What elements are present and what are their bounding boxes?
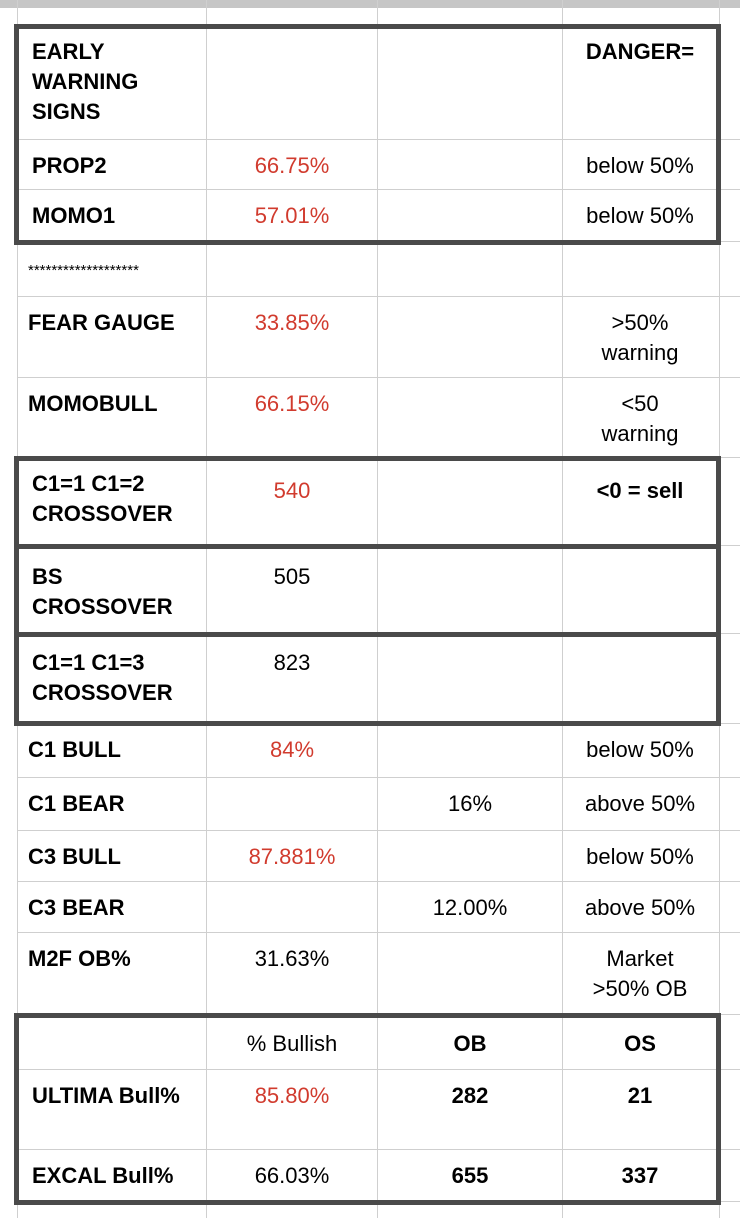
table-row <box>0 297 740 378</box>
value-cell: 282 <box>451 1083 489 1108</box>
threshold-cell: below 50% <box>586 844 694 869</box>
threshold-cell: above 50% <box>584 895 696 920</box>
bs-crossover-box <box>14 544 721 637</box>
row-label: EXCAL Bull% <box>32 1163 174 1188</box>
row-label: C3 BULL <box>28 844 121 869</box>
value-cell: 66.15% <box>254 391 330 416</box>
row-label: C3 BEAR <box>28 895 125 920</box>
bull-summary-box <box>14 1013 721 1205</box>
separator-stars: ******************* <box>28 262 139 279</box>
row-label: BS CROSSOVER <box>32 564 173 619</box>
column-header: OB <box>453 1031 487 1056</box>
threshold-cell: Market >50% OB <box>592 946 688 1001</box>
table-row <box>0 933 740 1015</box>
c3-crossover-box <box>14 632 721 726</box>
row-label: C1=1 C1=3 CROSSOVER <box>32 650 173 705</box>
crossover-box <box>14 456 721 549</box>
value-cell: 85.80% <box>254 1083 330 1108</box>
value-cell: 655 <box>451 1163 489 1188</box>
row-label: C1 BEAR <box>28 791 125 816</box>
value-cell: 66.75% <box>254 153 330 178</box>
threshold-cell: below 50% <box>586 737 694 762</box>
value-cell: 21 <box>627 1083 653 1108</box>
table-row <box>0 778 740 831</box>
value-cell: 16% <box>447 791 493 816</box>
row-label: MOMOBULL <box>28 391 158 416</box>
value-cell: 66.03% <box>254 1163 330 1188</box>
danger-header: DANGER= <box>585 39 695 64</box>
value-cell: 87.881% <box>248 844 336 869</box>
row-label: EARLY WARNING SIGNS <box>32 39 139 124</box>
table-row <box>0 378 740 458</box>
value-cell: 33.85% <box>254 310 330 335</box>
value-cell: 505 <box>273 564 311 589</box>
threshold-cell: above 50% <box>584 791 696 816</box>
threshold-cell: <50 warning <box>601 391 679 446</box>
sheet-top-bar <box>0 0 740 8</box>
row-label: M2F OB% <box>28 946 131 971</box>
threshold-cell: <0 = sell <box>596 478 684 503</box>
row-label: C1 BULL <box>28 737 121 762</box>
table-row <box>0 882 740 933</box>
threshold-cell: below 50% <box>586 153 694 178</box>
column-header: % Bullish <box>246 1031 338 1056</box>
row-label: C1=1 C1=2 CROSSOVER <box>32 471 173 526</box>
value-cell: 84% <box>269 737 315 762</box>
row-label: ULTIMA Bull% <box>32 1083 180 1108</box>
row-label: PROP2 <box>32 153 107 178</box>
table-row <box>0 724 740 778</box>
row-label: FEAR GAUGE <box>28 310 175 335</box>
threshold-cell: >50% warning <box>601 310 679 365</box>
table-row <box>0 242 740 297</box>
early-warning-box <box>14 24 721 245</box>
row-label: MOMO1 <box>32 203 116 228</box>
value-cell: 12.00% <box>432 895 508 920</box>
threshold-cell: below 50% <box>586 203 694 228</box>
value-cell: 540 <box>273 478 311 503</box>
table-row <box>0 831 740 882</box>
value-cell: 337 <box>621 1163 659 1188</box>
value-cell: 31.63% <box>254 946 330 971</box>
value-cell: 57.01% <box>254 203 330 228</box>
column-header: OS <box>624 1031 656 1056</box>
value-cell: 823 <box>273 650 311 675</box>
